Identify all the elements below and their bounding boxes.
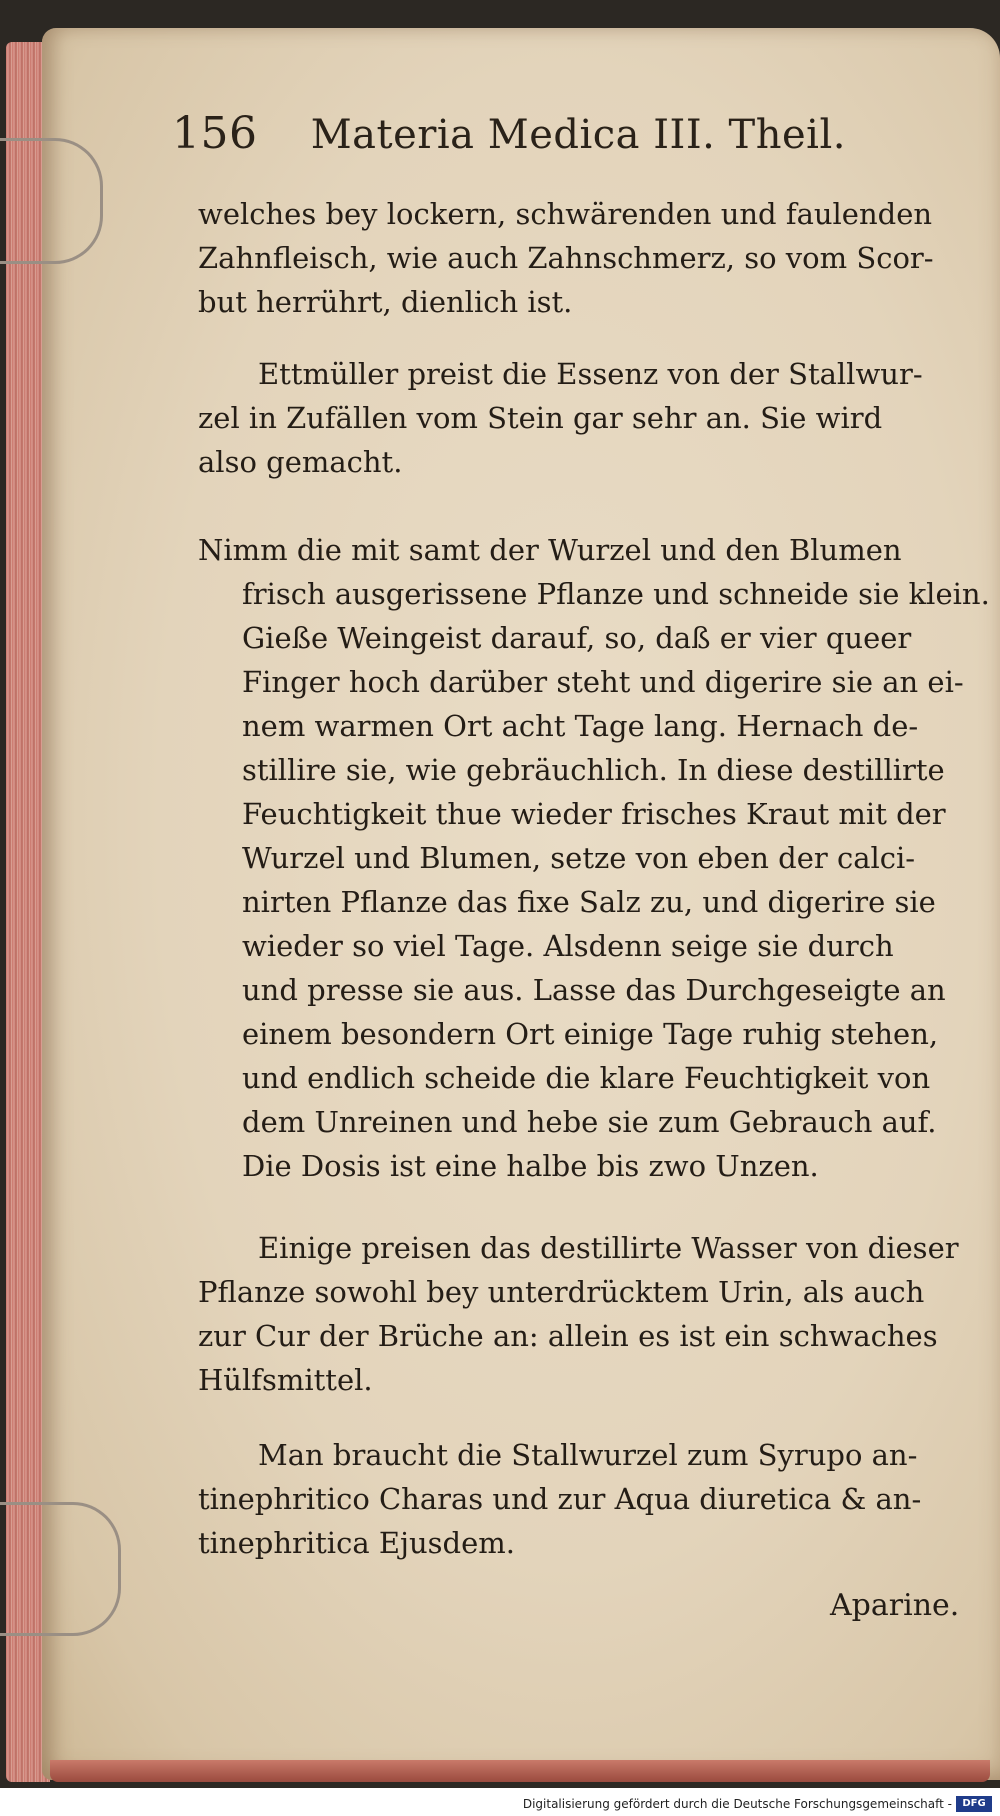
text-line: Nimm die mit samt der Wurzel und den Blumen xyxy=(198,533,902,567)
text-line: also gemacht. xyxy=(198,445,403,479)
text-line: but herrührt, dienlich ist. xyxy=(198,285,573,319)
text-line: zur Cur der Brüche an: allein es ist ein schwaches xyxy=(198,1319,938,1353)
footer-credit: Digitalisierung gefördert durch die Deutsche Forschungsgemeinschaft - xyxy=(522,1797,952,1811)
text-line: Wurzel und Blumen, setze von eben der calci- xyxy=(242,841,916,875)
text-line: welches bey lockern, schwärenden und faulenden xyxy=(198,197,933,231)
text-line: dem Unreinen und hebe sie zum Gebrauch auf. xyxy=(242,1105,937,1139)
running-header xyxy=(172,108,846,159)
text-line: wieder so viel Tage. Alsdenn seige sie durch xyxy=(242,929,894,963)
text-line: stillire sie, wie gebräuchlich. In diese destillirte xyxy=(242,753,945,787)
dfg-logo-icon: DFG xyxy=(956,1796,992,1812)
text-line: nem warmen Ort acht Tage lang. Hernach de- xyxy=(242,709,919,743)
text-line: Die Dosis ist eine halbe bis zwo Unzen. xyxy=(242,1149,819,1183)
text-line: Finger hoch darüber steht und digerire sie an ei- xyxy=(242,665,964,699)
paper-clip-icon xyxy=(0,1502,121,1636)
text-line: Gieße Weingeist darauf, so, daß er vier queer xyxy=(242,621,912,655)
text-line: tinephritico Charas und zur Aqua diuretica & an- xyxy=(198,1482,922,1516)
page-bottom-edge xyxy=(50,1760,990,1782)
page-number: 156 xyxy=(172,108,258,159)
text-line: Ettmüller preist die Essenz von der Stallwur- xyxy=(258,357,923,391)
text-line: Man braucht die Stallwurzel zum Syrupo an- xyxy=(258,1438,918,1472)
text-line: Hülfsmittel. xyxy=(198,1363,373,1397)
text-line: zel in Zufällen vom Stein gar sehr an. Sie wird xyxy=(198,401,883,435)
paragraph-4 xyxy=(198,1226,959,1402)
text-line: Zahnfleisch, wie auch Zahnschmerz, so vom Scor- xyxy=(198,241,934,275)
text-line: Pflanze sowohl bey unterdrücktem Urin, als auch xyxy=(198,1275,925,1309)
paper-clip-icon xyxy=(0,138,103,264)
text-line: Feuchtigkeit thue wieder frisches Kraut mit der xyxy=(242,797,946,831)
running-title: Materia Medica III. Theil. xyxy=(310,112,846,158)
paragraph-3-recipe xyxy=(198,528,990,1188)
text-line: frisch ausgerissene Pflanze und schneide sie klein. xyxy=(242,577,990,611)
text-line: und presse sie aus. Lasse das Durchgeseigte an xyxy=(242,973,946,1007)
text-line: tinephritica Ejusdem. xyxy=(198,1526,515,1560)
paragraph-5 xyxy=(198,1433,921,1565)
text-line: nirten Pflanze das fixe Salz zu, und digerire sie xyxy=(242,885,936,919)
text-line: und endlich scheide die klare Feuchtigkeit von xyxy=(242,1061,931,1095)
catchword: Aparine. xyxy=(830,1588,960,1623)
paragraph-2 xyxy=(198,352,923,484)
paragraph-1 xyxy=(198,192,934,324)
text-line: Einige preisen das destillirte Wasser von dieser xyxy=(258,1231,959,1265)
text-line: einem besondern Ort einige Tage ruhig stehen, xyxy=(242,1017,939,1051)
